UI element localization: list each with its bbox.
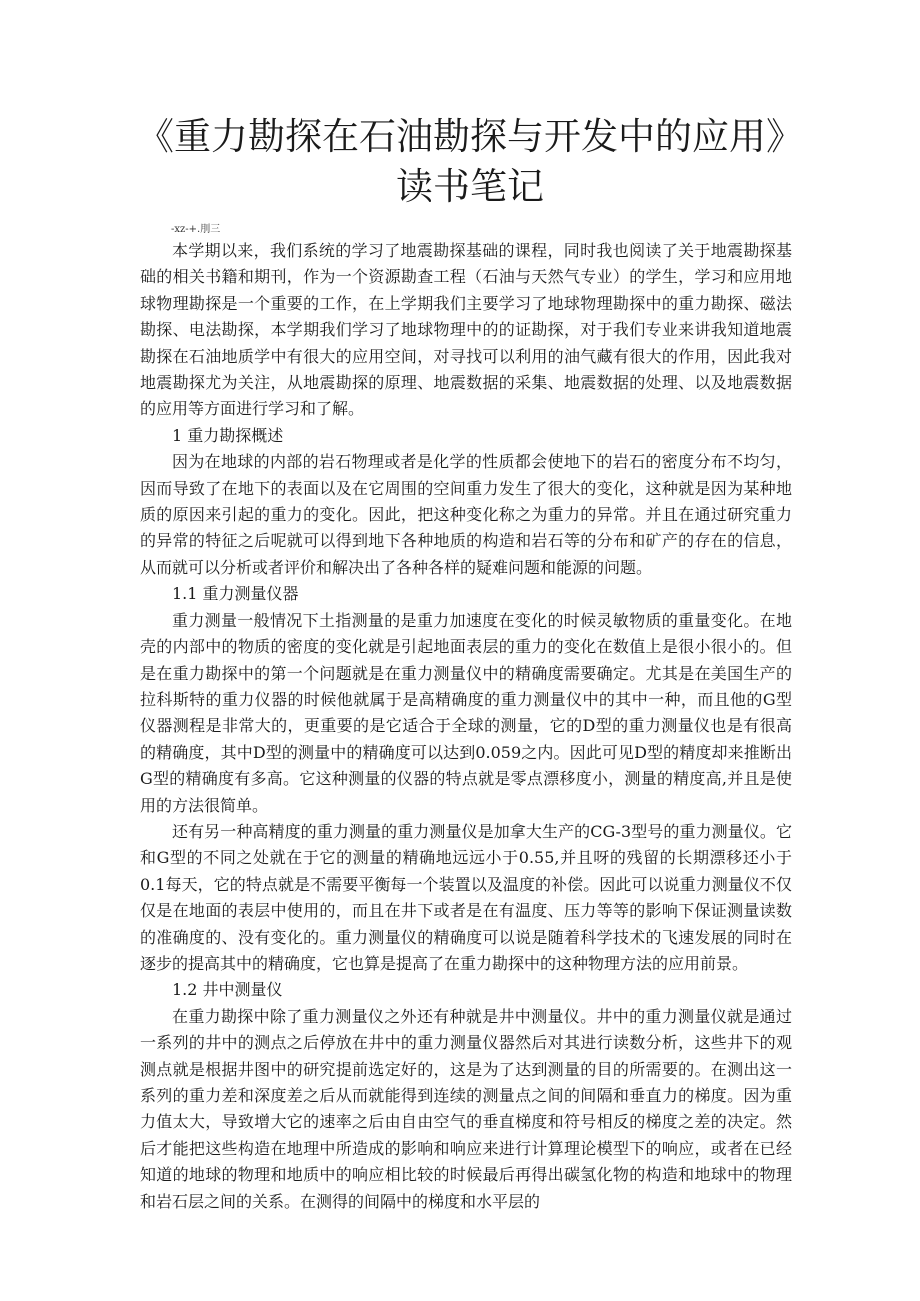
section-1-paragraph: 因为在地球的内部的岩石物理或者是化学的性质都会使地下的岩石的密度分布不均匀，因而导致了在地下的表面以及在它周围的空间重力发生了很大的变化，这种就是因为某种地质的原因来引起的重力的变化。因此，把这种变化称之为重力的异常。并且在通过研究重力的异常的特征之后呢就可以得到地下各种地质的构造和岩石等的分布和矿产的存在的信息，从而就可以分析或者评价和解决出了各种各样的疑难问题和能源的问题。 (140, 452, 792, 577)
section-1-2-heading: 1.2 井中测量仪 (172, 980, 283, 1000)
section-1-1-heading: 1.1 重力测量仪器 (172, 584, 299, 604)
author-line: -xz-+.刖三 (171, 224, 221, 235)
document-body (140, 238, 792, 1215)
section-1-1-paragraph-1: 重力测量一般情况下土指测量的是重力加速度在变化的时候灵敏物质的重量变化。在地壳的内部中的物质的密度的变化就是引起地面表层的重力的变化在数值上是很小很小的。但是在重力勘探中的第一个问题就是在重力测量仪中的精确度需要确定。尤其是在美国生产的拉科斯特的重力仪器的时候他就属于是高精确度的重力测量仪中的其中一种，而且他的G型仪器测程是非常大的，更重要的是它适合于全球的测量，它的D型的重力测量仪也是有很高的精确度，其中D型的测量中的精确度可以达到0.059之内。因此可见D型的精度却来推断出G型的精确度有多高。它这种测量的仪器的特点就是零点漂移度小，测量的精度高,并且是使用的方法很简单。 (140, 610, 792, 815)
document-title: 《重力勘探在石油勘探与开发中的应用》读书笔记 (137, 115, 803, 208)
section-1-heading: 1 重力勘探概述 (172, 425, 284, 445)
section-1-1-paragraph-2: 还有另一种高精度的重力测量的重力测量仪是加拿大生产的CG-3型号的重力测量仪。它和G型的不同之处就在于它的测量的精确地远远小于0.55,并且呀的残留的长期漂移还小于0.1每天，它的特点就是不需要平衡每一个装置以及温度的补偿。因此可以说重力测量仪不仅仅是在地面的表层中使用的，而且在井下或者是在有温度、压力等等的影响下保证测量读数的准确度的、没有变化的。重力测量仪的精确度可以说是随着科学技术的飞速发展的同时在逐步的提高其中的精确度，它也算是提高了在重力勘探中的这种物理方法的应用前景。 (140, 821, 792, 973)
intro-paragraph: 本学期以来，我们系统的学习了地震勘探基础的课程，同时我也阅读了关于地震勘探基础的相关书籍和期刊，作为一个资源勘查工程（石油与天然气专业）的学生，学习和应用地球物理勘探是一个重要的工作，在上学期我们主要学习了地球物理勘探中的重力勘探、磁法勘探、电法勘探，本学期我们学习了地球物理中的的证勘探，对于我们专业来讲我知道地震勘探在石油地质学中有很大的应用空间，对寻找可以利用的油气藏有很大的作用，因此我对地震勘探尤为关注，从地震勘探的原理、地震数据的采集、地震数据的处理、以及地震数据的应用等方面进行学习和了解。 (140, 241, 792, 419)
section-1-2-paragraph-1: 在重力勘探中除了重力测量仪之外还有种就是井中测量仪。井中的重力测量仪就是通过一系列的井中的测点之后停放在井中的重力测量仪器然后对其进行读数分析，这些井下的观测点就是根据井图中的研究提前选定好的，这是为了达到测量的目的所需要的。在测出这一系列的重力差和深度差之后从而就能得到连续的测量点之间的间隔和垂直力的梯度。因为重力值太大，导致增大它的速率之后由自由空气的垂直梯度和符号相反的梯度之差的决定。然后才能把这些构造在地理中所造成的影响和响应来进行计算理论模型下的响应，或者在已经知道的地球的物理和地质中的响应相比较的时候最后再得出碳氢化物的构造和地球中的物理和岩石层之间的关系。在测得的间隔中的梯度和水平层的 (140, 1006, 792, 1211)
